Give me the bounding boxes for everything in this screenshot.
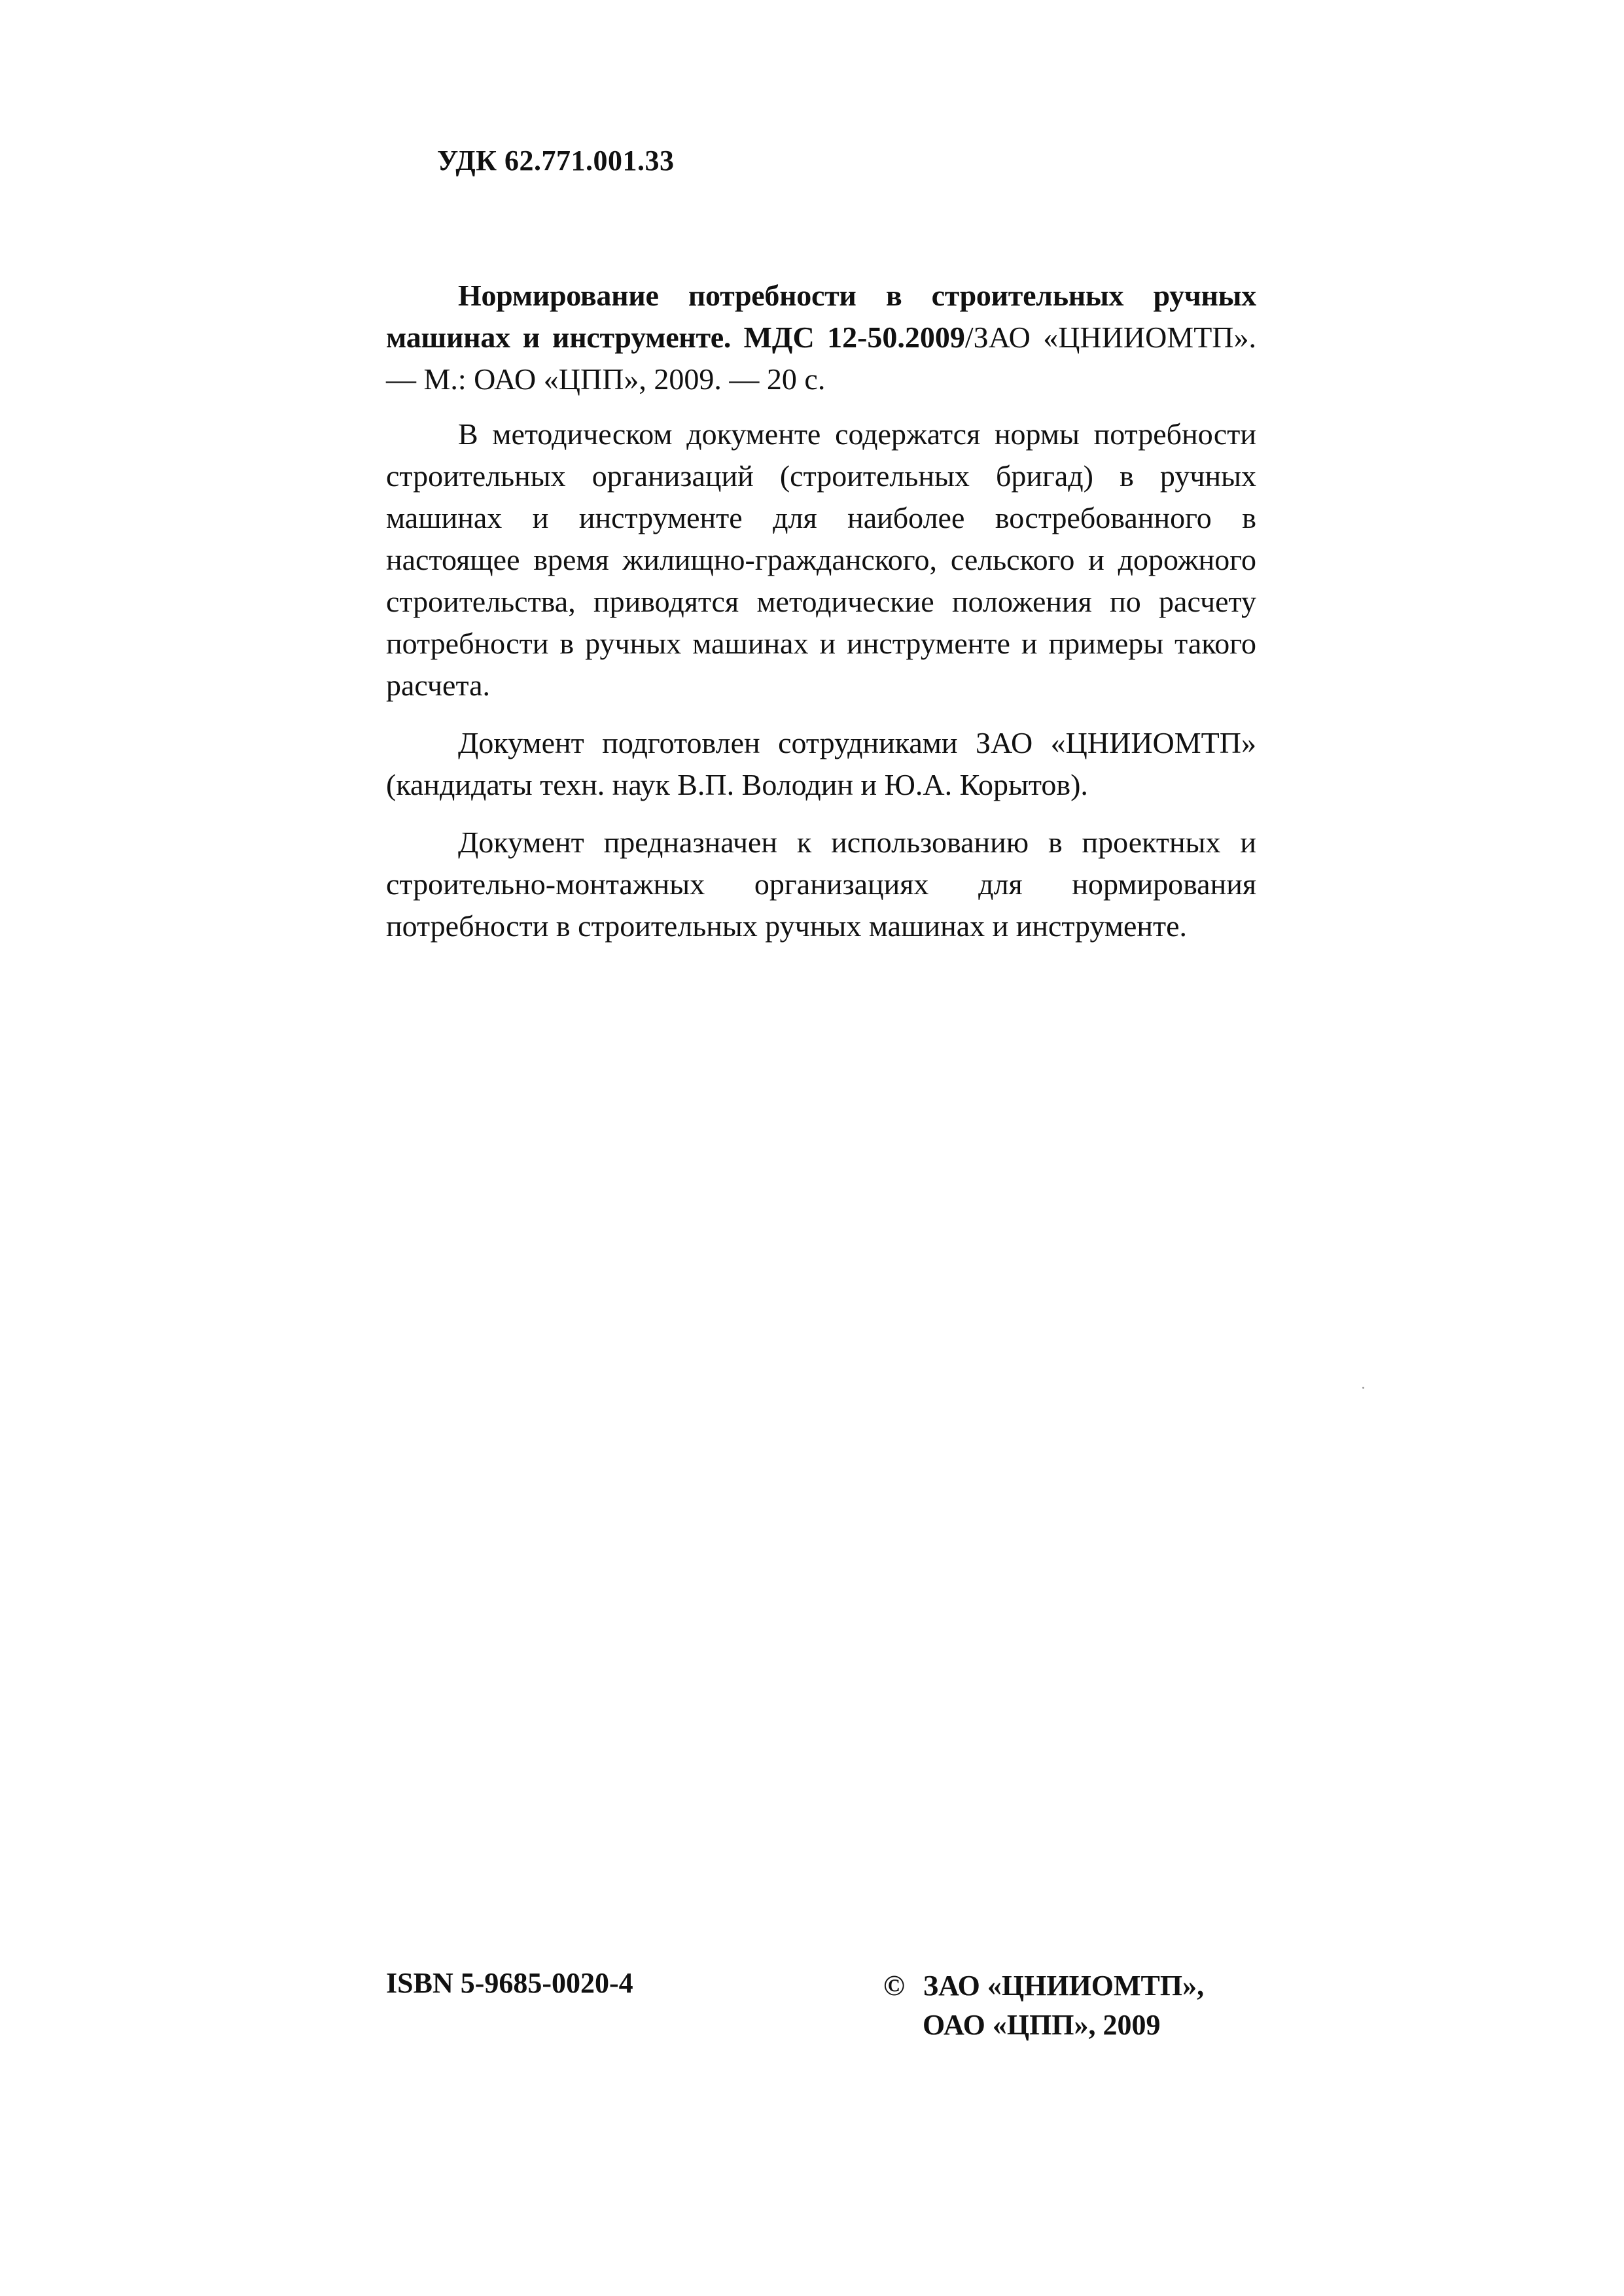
document-code: МДС 12-50.2009 — [743, 321, 965, 354]
bibliographic-record — [386, 275, 1256, 400]
scan-speck — [1362, 1387, 1364, 1389]
publisher-info: /ЗАО «ЦНИИОМТП». — М.: ОАО «ЦПП», 2009. — 20 с. — [386, 321, 1257, 396]
copyright-line-1: ЗАО «ЦНИИОМТП», — [923, 1970, 1205, 2002]
paragraph-purpose: Документ предназначен к использованию в проектных и строительно-монтажных организациях для нормирования потребности в строительных ручных машинах и инструменте. — [386, 826, 1256, 943]
udk-code: УДК 62.771.001.33 — [437, 145, 675, 177]
copyright-line-2: ОАО «ЦПП», 2009 — [923, 2009, 1161, 2041]
paragraph-authors: Документ подготовлен сотрудниками ЗАО «ЦНИИОМТП» (кандидаты техн. наук В.П. Володин и Ю.А. Корытов). — [386, 726, 1256, 801]
document-title: Нормирование потребности в строительных ручных машинах и инструменте. — [386, 279, 1256, 354]
annotation-block — [386, 275, 1256, 963]
copyright-notice — [883, 1966, 1204, 2045]
copyright-icon: © — [883, 1970, 905, 2002]
isbn: ISBN 5-9685-0020-4 — [386, 1967, 633, 1999]
paragraph-description: В методическом документе содержатся нормы потребности строительных организаций (строительных бригад) в ручных машинах и инструменте для наиболее востребованного в настоящее время жилищно-гражданского, сельского и дорожного строительства, приводятся методические положения по расчету потребности в ручных машинах и инструменте и примеры такого расчета. — [386, 417, 1256, 702]
